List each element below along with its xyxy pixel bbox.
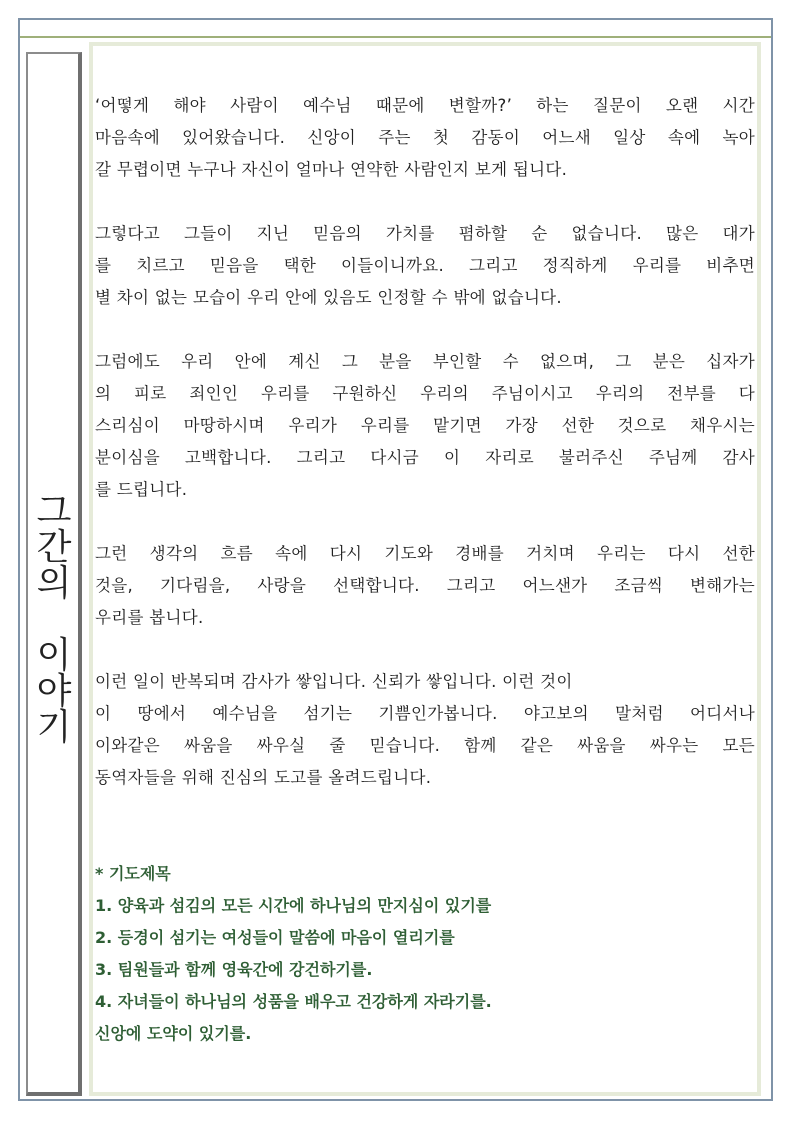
side-title-char: 간 <box>36 527 72 568</box>
text-line: 그럼에도 우리 안에 계신 그 분을 부인할 수 없으며, 그 분은 십자가 <box>95 352 755 371</box>
text-line: 이와같은 싸움을 싸우실 줄 믿습니다. 함께 같은 싸움을 싸우는 모든 <box>95 736 755 755</box>
side-title-box <box>26 52 82 1096</box>
text-line: 를 드립니다. <box>95 480 188 499</box>
prayer-list <box>95 858 755 1050</box>
text-line: 의 피로 죄인인 우리를 구원하신 우리의 주님이시고 우리의 전부를 다 <box>95 384 755 403</box>
paragraph-3 <box>95 346 755 506</box>
side-title-char: 이 <box>36 635 72 676</box>
paragraph-5 <box>95 666 755 794</box>
header-rule <box>20 36 771 38</box>
text-line: 것을, 기다림을, 사랑을 선택합니다. 그리고 어느샌가 조금씩 변해가는 <box>95 576 755 595</box>
text-line: 동역자들을 위해 진심의 도고를 올려드립니다. <box>95 768 432 787</box>
text-line: 를 치르고 믿음을 택한 이들이니까요. 그리고 정직하게 우리를 비추면 <box>95 256 755 275</box>
text-line: 마음속에 있어왔습니다. 신앙이 주는 첫 감동이 어느새 일상 속에 녹아 <box>95 128 755 147</box>
text-line: 이런 일이 반복되며 감사가 쌓입니다. 신뢰가 쌓입니다. 이런 것이 <box>95 672 573 691</box>
text-line: 그렇다고 그들이 지닌 믿음의 가치를 폄하할 순 없습니다. 많은 대가 <box>95 224 755 243</box>
paragraph-4 <box>95 538 755 634</box>
prayer-item: 3. 팀원들과 함께 영육간에 강건하기를. <box>95 960 373 979</box>
text-line: 우리를 봅니다. <box>95 608 204 627</box>
side-title-char: 의 <box>36 563 72 604</box>
side-title-char: 그 <box>36 491 72 532</box>
paragraph-1 <box>95 90 755 186</box>
side-title <box>28 491 80 748</box>
text-line: 스리심이 마땅하시며 우리가 우리를 맡기면 가장 선한 것으로 채우시는 <box>95 416 755 435</box>
text-line: 갈 무렵이면 누구나 자신이 얼마나 연약한 사람인지 보게 됩니다. <box>95 160 568 179</box>
prayer-item: 1. 양육과 섬김의 모든 시간에 하나님의 만지심이 있기를 <box>95 896 492 915</box>
body-text <box>95 90 755 826</box>
text-line: 이 땅에서 예수님을 섬기는 기쁨인가봅니다. 야고보의 말처럼 어디서나 <box>95 704 755 723</box>
prayer-item: 4. 자녀들이 하나님의 성품을 배우고 건강하게 자라기를. <box>95 992 492 1011</box>
prayer-item: 신앙에 도약이 있기를. <box>95 1024 252 1043</box>
paragraph-2 <box>95 218 755 314</box>
side-title-char: 야 <box>36 671 72 712</box>
prayer-item: 2. 등경이 섬기는 여성들이 말씀에 마음이 열리기를 <box>95 928 455 947</box>
text-line: ‘어떻게 해야 사람이 예수님 때문에 변할까?’ 하는 질문이 오랜 시간 <box>95 96 755 115</box>
side-title-char: 기 <box>36 707 72 748</box>
text-line: 별 차이 없는 모습이 우리 안에 있음도 인정할 수 밖에 없습니다. <box>95 288 562 307</box>
prayer-heading: * 기도제목 <box>95 864 171 883</box>
text-line: 그런 생각의 흐름 속에 다시 기도와 경배를 거치며 우리는 다시 선한 <box>95 544 755 563</box>
text-line: 분이심을 고백합니다. 그리고 다시금 이 자리로 불러주신 주님께 감사 <box>95 448 755 467</box>
